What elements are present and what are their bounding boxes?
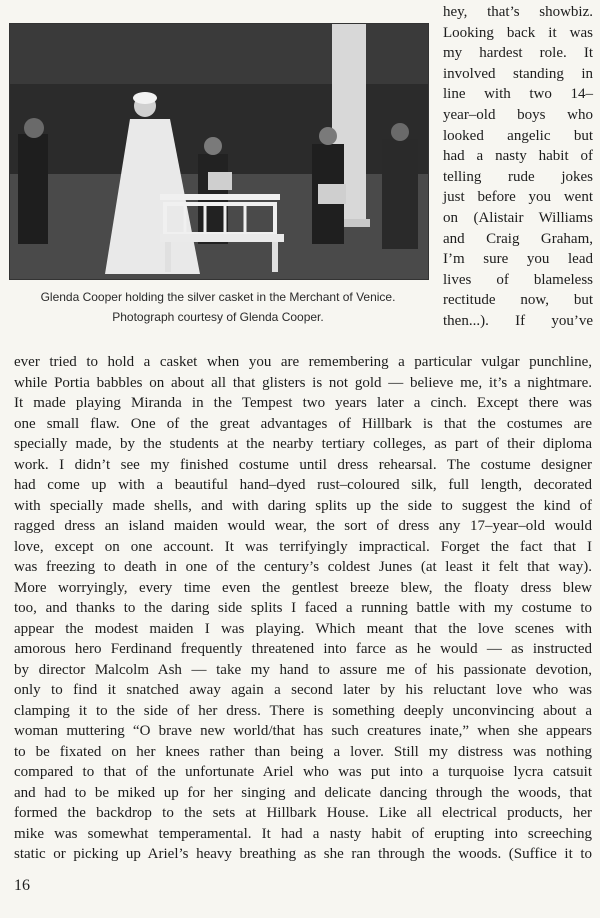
text-line: had come up with a beautiful hand–dyed rust–coloured silk, full length, decorated — [14, 477, 592, 493]
photo-merchant-of-venice — [9, 23, 429, 280]
photo-caption — [9, 287, 427, 327]
text-line: my hardest role. It — [443, 45, 593, 62]
text-line: amorous hero Ferdinand frequently threatened into farce as he would — as instructed — [14, 641, 592, 657]
text-line: while Portia babbles on about all that glisters is not gold — believe me, it’s a nightmare. — [14, 374, 592, 391]
text-line: telling rude jokes — [443, 168, 593, 185]
text-line: compared to that of the unfortunate Ariel who was put into a turquoise lycra catsuit — [14, 764, 592, 780]
caption-line: Glenda Cooper holding the silver casket in the Merchant of Venice. — [40, 290, 396, 304]
text-line: rectitude now, but — [443, 292, 593, 309]
text-line: static or picking up Ariel’s heavy breathing as she ran through the woods. (Suffice it to — [14, 846, 592, 862]
text-line: with specially made shells, and with daring splits up the side to suggest the kind of — [14, 497, 592, 514]
text-line: mike was somewhat temperamental. It had a nasty habit of erupting into screeching — [14, 825, 592, 842]
page-number: 16 — [14, 877, 30, 894]
side-column-text — [443, 2, 593, 332]
text-line: clamping it to the side of her dress. There is something deeply unconvincing about a — [14, 702, 592, 719]
text-line: then...). If you’ve — [443, 312, 593, 329]
text-line: work. I didn’t see my finished costume until dress rehearsal. The costume designer — [14, 456, 592, 473]
text-line: love, except on one account. It was terrifyingly impractical. Forget the fact that I — [14, 538, 592, 555]
text-line: and Craig Graham, — [443, 230, 593, 247]
text-line: looked angelic but — [443, 127, 593, 144]
text-line: I’m sure you lead — [443, 251, 593, 268]
text-line: appear the modest maiden I was playing. Which meant that the love scenes with — [14, 620, 592, 637]
text-line: formed the backdrop to the sets at Hillbark House. Like all electrical products, her — [14, 805, 592, 821]
text-line: year–old boys who — [443, 106, 593, 123]
text-line: It made playing Miranda in the Tempest two years later a cinch. Except there was — [14, 395, 592, 411]
text-line: only to find it snatched away again a second later by his reluctant love who was — [14, 682, 592, 698]
text-line: involved standing in — [443, 65, 593, 82]
text-line: specially made, by the students at the nearby tertiary colleges, as part of their diploma — [14, 436, 592, 452]
text-line: hey, that’s showbiz. — [443, 4, 593, 20]
text-line: line with two 14– — [443, 86, 593, 103]
text-line: was freezing to death in one of the century’s coldest Junes (at least it felt that way). — [14, 559, 592, 575]
text-line: to be fixated on her knees rather than being a lover. Still my distress was nothing — [14, 743, 592, 760]
text-line: ever tried to hold a casket when you are remembering a particular vulgar punchline, — [14, 354, 592, 370]
text-line: too, and thanks to the daring side splits I faced a running battle with my costume to — [14, 600, 592, 616]
text-line: ragged dress an island maiden would wear, the sort of dress any 17–year–old would — [14, 518, 592, 534]
text-line: More worryingly, every time even the gentlest breeze blew, the floaty dress blew — [14, 579, 592, 596]
text-line: by director Malcolm Ash — take my hand to assure me of his passionate devotion, — [14, 661, 592, 678]
caption-line: Photograph courtesy of Glenda Cooper. — [112, 310, 324, 324]
text-line: Looking back it was — [443, 24, 593, 41]
text-line: woman muttering “O brave new world/that has such creatures inate,” when she appears — [14, 723, 592, 739]
text-line: one small flaw. One of the great advantages of Hillbark is that the costumes are — [14, 415, 592, 432]
text-line: and had to be miked up for her singing and delicate dancing through the woods, that — [14, 784, 592, 801]
text-line: on (Alistair Williams — [443, 209, 593, 226]
text-line: lives of blameless — [443, 271, 593, 288]
stage-photo-illustration — [10, 24, 428, 279]
text-line: had a nasty habit of — [443, 148, 593, 165]
body-text — [14, 352, 592, 865]
text-line: just before you went — [443, 189, 593, 206]
